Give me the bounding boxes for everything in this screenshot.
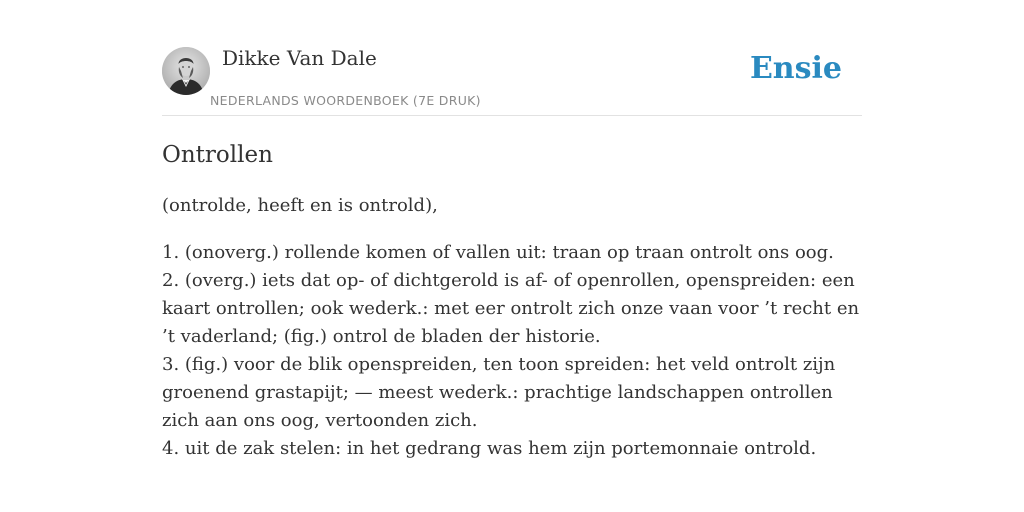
- author-name[interactable]: Dikke Van Dale: [222, 46, 377, 70]
- dictionary-card: [162, 0, 862, 512]
- sense-item: 1. (onoverg.) rollende komen of vallen uit: traan op traan ontrolt ons oog.: [162, 242, 834, 263]
- author-avatar[interactable]: [162, 47, 210, 95]
- sense-item: 3. (fig.) voor de blik openspreiden, ten toon spreiden: het veld ontrolt zijn groenend grastapijt; — meest wederk.: prachtige landschappen ontrollen zich aan ons oog, vertoonden zich.: [162, 354, 836, 431]
- entry-forms: (ontrolde, heeft en is ontrold),: [162, 195, 438, 216]
- entry-header: [162, 0, 862, 116]
- sense-item: 4. uit de zak stelen: in het gedrang was hem zijn portemonnaie ontrold.: [162, 438, 817, 459]
- entry-term: Ontrollen: [162, 142, 273, 168]
- portrait-photo-icon: [162, 47, 210, 95]
- sense-list: [162, 239, 872, 463]
- ensie-logo[interactable]: Ensie: [749, 51, 842, 86]
- sense-item: 2. (overg.) iets dat op- of dichtgerold is af- of openrollen, openspreiden: een kaart ontrollen; ook wederk.: met eer ontrolt zich onze vaan voor ’t recht en ’t vaderland; (fig.) ontrol de bladen der historie.: [162, 270, 860, 347]
- dictionary-source[interactable]: NEDERLANDS WOORDENBOEK (7E DRUK): [210, 93, 481, 108]
